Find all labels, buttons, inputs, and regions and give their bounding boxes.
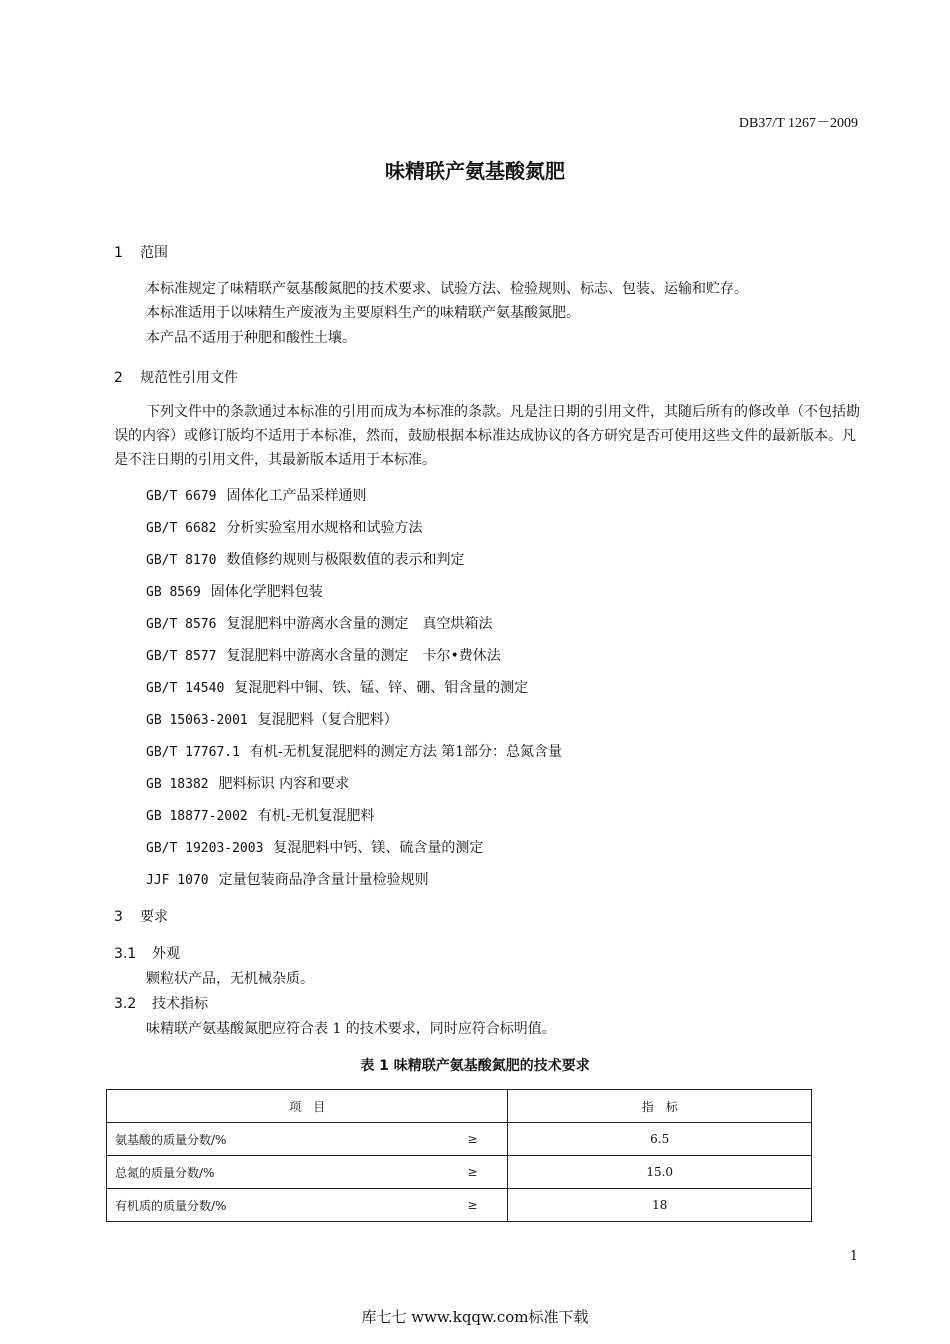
technical-requirements-table (106, 1089, 812, 1222)
reference-title: 复混肥料中游离水含量的测定 真空烘箱法 (226, 616, 493, 632)
footer-watermark: 库七七 www.kqqw.com标准下载 (361, 1308, 589, 1326)
section-number: 2 (114, 370, 123, 386)
reference-title: 有机-无机复混肥料 (257, 808, 375, 824)
reference-code: GB/T 8170 (146, 553, 217, 568)
section-title: 要求 (140, 909, 168, 925)
reference-code: GB 18382 (146, 777, 209, 792)
operator: ≥ (467, 1198, 478, 1212)
item-label: 有机质的质量分数/% (115, 1198, 227, 1213)
subsection-3-1-heading (114, 943, 180, 963)
reference-item (146, 517, 422, 537)
table-caption: 表 1 味精联产氨基酸氮肥的技术要求 (360, 1058, 590, 1074)
reference-item (146, 677, 528, 697)
reference-code: GB/T 6679 (146, 489, 217, 504)
subsection-3-2-heading (114, 993, 208, 1013)
standard-number: DB37/T 1267－2009 (738, 116, 858, 131)
page-number: 1 (849, 1249, 858, 1264)
reference-item (146, 613, 492, 633)
table-row (107, 1156, 812, 1189)
reference-code: GB 8569 (146, 585, 201, 600)
section-3-heading (114, 906, 168, 926)
section-title: 规范性引用文件 (140, 370, 238, 386)
reference-item (146, 581, 323, 601)
section-number: 1 (114, 245, 123, 261)
value-cell: 18 (508, 1189, 812, 1222)
table-row (107, 1123, 812, 1156)
subsection-number: 3.2 (114, 996, 137, 1012)
section-number: 3 (114, 909, 123, 925)
reference-title: 数值修约规则与极限数值的表示和判定 (226, 552, 465, 568)
paragraph: 本产品不适用于种肥和酸性土壤。 (146, 330, 356, 346)
operator: ≥ (467, 1165, 478, 1179)
reference-code: GB 18877-2002 (146, 809, 248, 824)
reference-code: GB/T 6682 (146, 521, 217, 536)
document-title: 味精联产氨基酸氮肥 (385, 159, 565, 183)
reference-item (146, 805, 374, 825)
reference-title: 复混肥料中钙、镁、硫含量的测定 (273, 840, 484, 856)
reference-code: GB 15063-2001 (146, 713, 248, 728)
reference-code: GB/T 17767.1 (146, 745, 240, 760)
reference-code: JJF 1070 (146, 873, 209, 888)
reference-item (146, 837, 483, 857)
section-1-heading (114, 242, 168, 262)
reference-item (146, 741, 562, 761)
reference-item (146, 773, 349, 793)
reference-code: GB/T 14540 (146, 681, 225, 696)
reference-code: GB/T 8576 (146, 617, 217, 632)
reference-title: 分析实验室用水规格和试验方法 (226, 520, 423, 536)
reference-title: 复混肥料中铜、铁、锰、锌、硼、钼含量的测定 (234, 680, 529, 696)
table-header-row (107, 1090, 812, 1123)
value-cell: 15.0 (508, 1156, 812, 1189)
reference-item (146, 485, 366, 505)
operator: ≥ (467, 1132, 478, 1146)
reference-title: 复混肥料（复合肥料） (257, 712, 398, 728)
reference-title: 有机-无机复混肥料的测定方法 第1部分：总氮含量 (249, 744, 563, 760)
subsection-title: 外观 (152, 946, 180, 962)
column-header: 项 目 (107, 1090, 508, 1123)
reference-item (146, 549, 464, 569)
section-title: 范围 (140, 245, 168, 261)
reference-item (146, 645, 501, 665)
reference-title: 肥料标识 内容和要求 (218, 776, 350, 792)
column-header: 指 标 (508, 1090, 812, 1123)
section-2-heading (114, 367, 238, 387)
reference-code: GB/T 8577 (146, 649, 217, 664)
table-row (107, 1189, 812, 1222)
item-cell (107, 1156, 508, 1189)
reference-title: 定量包装商品净含量计量检验规则 (218, 872, 429, 888)
reference-title: 固体化学肥料包装 (210, 584, 323, 600)
item-label: 氨基酸的质量分数/% (115, 1132, 227, 1147)
reference-title: 复混肥料中游离水含量的测定 卡尔•费休法 (226, 648, 501, 664)
paragraph: 本标准适用于以味精生产废液为主要原料生产的味精联产氨基酸氮肥。 (146, 305, 580, 321)
item-cell (107, 1123, 508, 1156)
reference-title: 固体化工产品采样通则 (226, 488, 367, 504)
subsection-title: 技术指标 (152, 996, 208, 1012)
item-cell (107, 1189, 508, 1222)
paragraph: 颗粒状产品，无机械杂质。 (146, 971, 314, 987)
item-label: 总氮的质量分数/% (115, 1165, 215, 1180)
paragraph: 本标准规定了味精联产氨基酸氮肥的技术要求、试验方法、检验规则、标志、包装、运输和贮存。 (146, 281, 748, 297)
reference-code: GB/T 19203-2003 (146, 841, 264, 856)
reference-item (146, 869, 429, 889)
reference-item (146, 709, 398, 729)
paragraph: 味精联产氨基酸氮肥应符合表 1 的技术要求，同时应符合标明值。 (146, 1021, 556, 1037)
section-2-intro: 下列文件中的条款通过本标准的引用而成为本标准的条款。凡是注日期的引用文件，其随后所有的修改单（不包括勘误的内容）或修订版均不适用于本标准，然而，鼓励根据本标准达成协议的各方研究是否可使用这些文件的最新版本。凡是不注日期的引用文件，其最新版本适用于本标准。 (114, 404, 860, 468)
value-cell: 6.5 (508, 1123, 812, 1156)
subsection-number: 3.1 (114, 946, 137, 962)
